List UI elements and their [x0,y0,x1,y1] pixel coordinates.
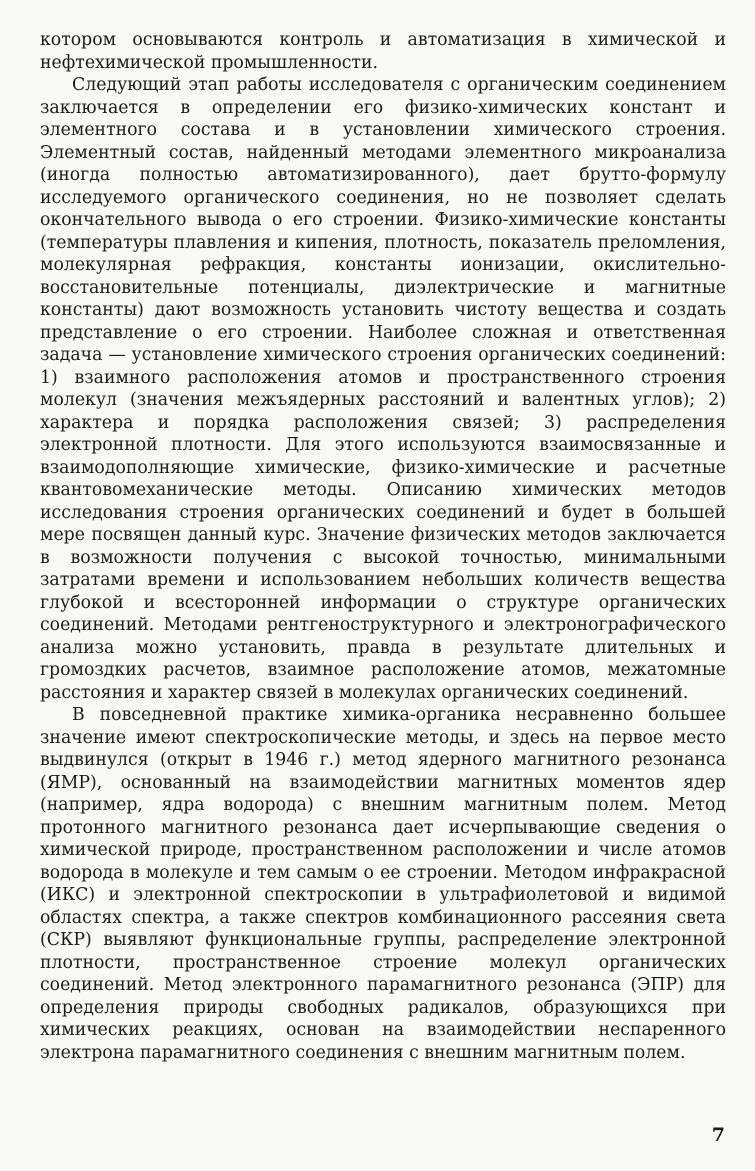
paragraph-structure-determination: Следующий этап работы исследователя с органическим соединением заключается в определении его физико-химических констант и элементного состава и в установлении химического строения. Элементный состав, найденный методами элементного микроанализа (иногда полностью автоматизированного), дает брутто-формулу исследуемого органического соединения, но не позволяет сделать окончательного вывода о его строении. Физико-химические константы (температуры плавления и кипения, плотность, показатель преломления, молекулярная рефракция, константы ионизации, окислительно-восстановительные потенциалы, диэлектрические и магнитные константы) дают возможность установить чистоту вещества и создать представление о его строении. Наиболее сложная и ответственная задача — установление химического строения органических соединений: 1) взаимного расположения атомов и пространственного строения молекул (значения межъядерных расстояний и валентных углов); 2) характера и порядка расположения связей; 3) распределения электронной плотности. Для этого используются взаимосвязанные и взаимодополняющие химические, физико-химические и расчетные квантовомеханические методы. Описанию химических методов исследования строения органических соединений и будет в большей мере посвящен данный курс. Значение физических методов заключается в возможности получения с высокой точностью, минимальными затратами времени и использованием небольших количеств вещества глубокой и всесторонней информации о структуре органических соединений. Методами рентгеноструктурного и электронографического анализа можно установить, правда в результате длительных и громоздких расчетов, взаимное расположение атомов, межатомные расстояния и характер связей в молекулах органических соединений. [40,75,726,703]
paragraph-spectroscopic-methods: В повседневной практике химика-органика несравненно большее значение имеют спектроскопические методы, и здесь на первое место выдвинулся (открыт в 1946 г.) метод ядерного магнитного резонанса (ЯМР), основанный на взаимодействии магнитных моментов ядер (например, ядра водорода) с внешним магнитным полем. Метод протонного магнитного резонанса дает исчерпывающие сведения о химической природе, пространственном расположении и числе атомов водорода в молекуле и тем самым о ее строении. Методом инфракрасной (ИКС) и электронной спектроскопии в ультрафиолетовой и видимой областях спектра, а также спектров комбинационного рассеяния света (СКР) выявляют функциональные группы, распределение электронной плотности, пространственное строение молекул органических соединений. Метод электронного парамагнитного резонанса (ЭПР) для определения природы свободных радикалов, образующихся при химических реакциях, основан на взаимодействии неспаренного электрона парамагнитного соединения с внешним магнитным полем. [40,705,726,1063]
page-number: 7 [711,1124,725,1146]
paragraph-continuation: котором основываются контроль и автоматизация в химической и нефтехимической промышленности. [40,30,726,73]
body-text [40,29,726,1064]
